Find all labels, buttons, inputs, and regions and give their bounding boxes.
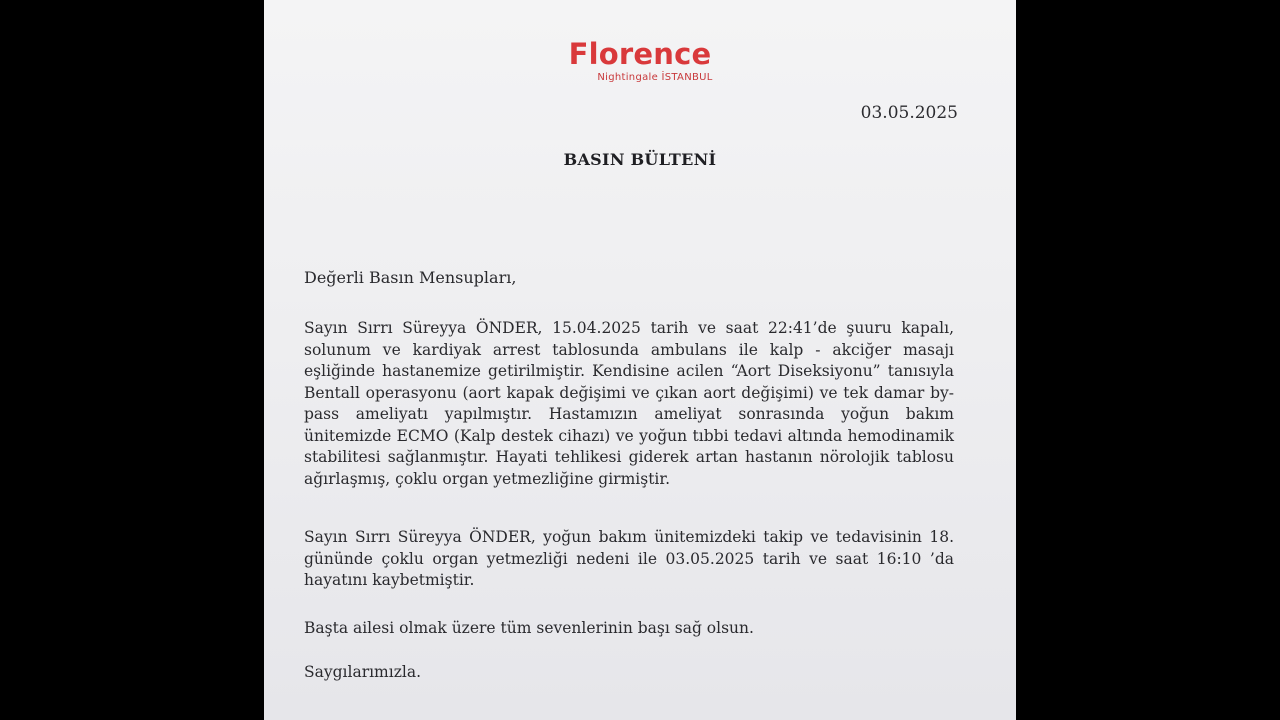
document-date: 03.05.2025 [860,103,958,123]
paragraph-2: Sayın Sırrı Süreyya ÖNDER, yoğun bakım ünitemizdeki takip ve tedavisinin 18. gününde çoklu organ yetmezliği nedeni ile 03.05.2025 tarih ve saat 16:10 ’da hayatını kaybetmiştir. [304,528,954,589]
hospital-logo [264,36,1016,84]
paragraph-1: Sayın Sırrı Süreyya ÖNDER, 15.04.2025 tarih ve saat 22:41’de şuuru kapalı, solunum ve kardiyak arrest tablosunda ambulans ile kalp - akciğer masajı eşliğinde hastanemize getirilmiştir. Kendisine acilen “Aort Diseksiyonu” tanısıyla Bentall operasyonu (aort kapak değişimi ve çıkan aort değişimi) ve tek damar by-pass ameliyatı yapılmıştır. Hastamızın ameliyat sonrasında yoğun bakım ünitemizde ECMO (Kalp destek cihazı) ve yoğun tıbbi tedavi altında hemodinamik stabilitesi sağlanmıştır. Hayati tehlikesi giderek artan hastanın nörolojik tablosu ağırlaşmış, çoklu organ yetmezliğine girmiştir. [304,319,954,488]
logo-wordmark: Florence [568,37,712,71]
document-title: BASIN BÜLTENİ [563,150,717,169]
press-release-document [264,0,1016,720]
salutation: Değerli Basın Mensupları, [304,268,517,287]
paragraph-3: Başta ailesi olmak üzere tüm sevenlerinin başı sağ olsun. [304,619,754,637]
closing: Saygılarımızla. [304,663,422,681]
logo-subtitle: Nightingale İSTANBUL [597,72,713,83]
